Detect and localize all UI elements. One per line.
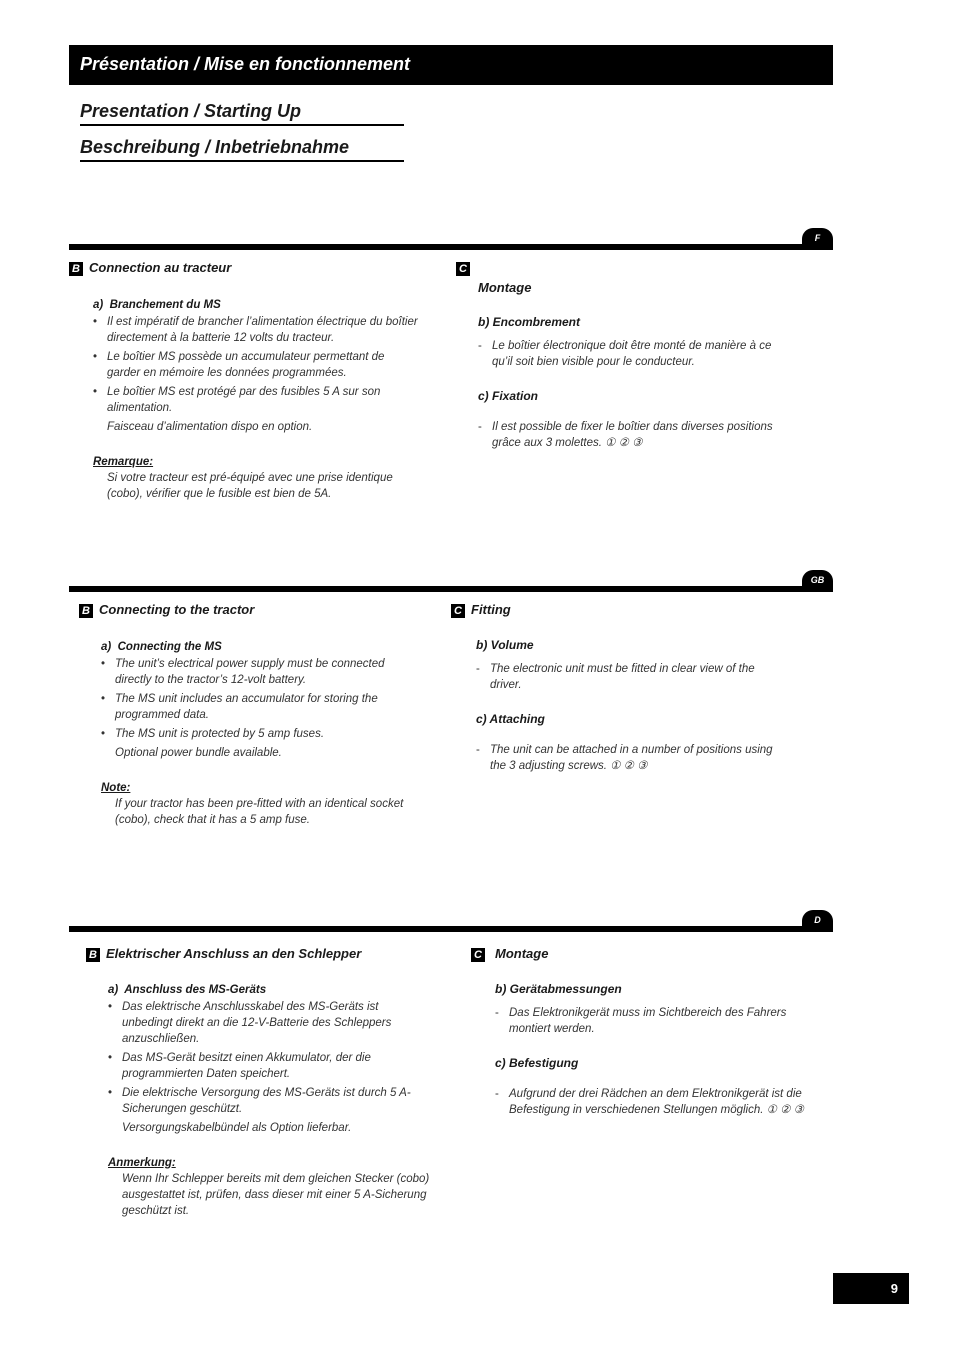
de-bullet-list [108,999,430,1117]
subtitle-en: Presentation / Starting Up [80,101,404,126]
page-number: 9 [833,1273,909,1304]
gb-c-letter: C [451,604,465,618]
fr-b-letter: B [69,262,83,276]
de-right-column [471,946,816,1118]
de-b-text: - Das Elektronikgerät muss im Sichtbereich des Fahrers montiert werden. [495,1005,805,1037]
list-item: • Das MS-Gerät besitzt einen Akkumulator, der die programmierten Daten speichert. [108,1050,430,1082]
fr-b-title: Connection au tracteur [89,260,232,275]
lang-badge-de: D [802,910,833,931]
list-item: • The unit’s electrical power supply must be connected directly to the tractor’s 12-volt battery. [101,656,411,688]
gb-note-title: Note: [101,781,131,794]
de-c-sub: c) Befestigung [495,1055,579,1070]
de-option-text: Versorgungskabelbündel als Option lieferbar. [122,1121,352,1134]
fr-c-letter: C [456,262,470,276]
fr-b-text: - Le boîtier électronique doit être monté de manière à ce qu’il soit bien visible pour le conducteur. [478,338,788,370]
de-b-letter: B [86,948,100,962]
fr-left-column [69,260,419,502]
gb-c-sub: c) Attaching [476,711,545,726]
de-b-sub: b) Gerätabmessungen [495,981,622,996]
gb-c-title: Fitting [471,602,511,617]
fr-note-text: Si votre tracteur est pré-équipé avec une prise identique (cobo), vérifier que le fusible est bien de 5A. [107,471,393,500]
fr-a-label: a) [93,298,104,311]
page-title: Présentation / Mise en fonctionnement [80,54,411,74]
gb-left-column [79,602,429,828]
list-item: • Il est impératif de brancher l’alimentation électrique du boîtier directement à la batterie 12 volts du tracteur. [93,314,419,346]
gb-a-title: Connecting the MS [117,640,222,653]
lang-badge-gb: GB [802,570,833,591]
gb-c-text: - The unit can be attached in a number of positions using the 3 adjusting screws. ① ② ③ [476,742,786,774]
lang-badge-fr: F [802,228,833,249]
gb-a-label: a) [101,640,112,653]
gb-b-title: Connecting to the tractor [99,602,255,617]
section-rule-gb [69,586,833,592]
subtitle-de: Beschreibung / Inbetriebnahme [80,137,404,162]
de-note-title: Anmerkung: [108,1156,176,1169]
gb-c-heading [451,602,796,618]
fr-note-title: Remarque: [93,455,154,468]
fr-bullet-list [93,314,419,416]
de-a-heading [108,984,436,996]
gb-note-text: If your tractor has been pre-fitted with an identical socket (cobo), check that it has a 5 amp fuse. [115,797,404,826]
de-c-heading [471,946,816,962]
list-item: • The MS unit includes an accumulator for storing the programmed data. [101,691,411,723]
gb-bullet-list [101,656,411,742]
fr-b-sub: b) Encombrement [478,315,581,329]
section-rule-de [69,926,833,932]
de-c-text: - Aufgrund der drei Rädchen an dem Elektronikgerät ist die Befestigung in verschiedenen Stellungen möglich. ① ② ③ [495,1086,815,1118]
fr-c-text: - Il est possible de fixer le boîtier dans diverses positions grâce aux 3 molettes. ① ② ③ [478,419,788,451]
de-a-label: a) [108,983,119,996]
fr-option-text: Faisceau d’alimentation dispo en option. [107,420,313,433]
gb-b-letter: B [79,604,93,618]
section-rule-fr [69,244,833,250]
fr-c-title: Montage [478,280,532,295]
fr-a-heading [93,299,419,311]
fr-b-heading [69,260,419,276]
gb-b-heading [79,602,429,618]
de-c-letter: C [471,948,485,962]
de-b-heading [86,946,436,962]
list-item: • Die elektrische Versorgung des MS-Geräts ist durch 5 A-Sicherungen geschützt. [108,1085,430,1117]
list-item: • Le boîtier MS est protégé par des fusibles 5 A sur son alimentation. [93,384,419,416]
de-note-text: Wenn Ihr Schlepper bereits mit dem gleichen Stecker (cobo) ausgestattet ist, prüfen, dass dieser mit einer 5 A-Sicherung geschützt ist. [122,1172,430,1217]
fr-c-sub: c) Fixation [478,389,539,403]
gb-b-text: - The electronic unit must be fitted in clear view of the driver. [476,661,786,693]
de-b-title: Elektrischer Anschluss an den Schlepper [106,946,362,961]
gb-a-heading [101,641,429,653]
fr-right-column [456,260,796,451]
gb-option-text: Optional power bundle available. [115,746,282,759]
gb-right-column [451,602,796,774]
gb-b-sub: b) Volume [476,637,534,652]
list-item: • Le boîtier MS possède un accumulateur permettant de garder en mémoire les données programmées. [93,349,419,381]
de-a-title: Anschluss des MS-Geräts [124,983,267,996]
fr-a-title: Branchement du MS [109,298,221,311]
list-item: • The MS unit is protected by 5 amp fuses. [101,726,411,742]
list-item: • Das elektrische Anschlusskabel des MS-Geräts ist unbedingt direkt an die 12-V-Batterie des Schleppers anzuschließen. [108,999,430,1047]
de-c-title: Montage [495,946,549,961]
header-bar [69,45,833,85]
de-left-column [86,946,436,1219]
